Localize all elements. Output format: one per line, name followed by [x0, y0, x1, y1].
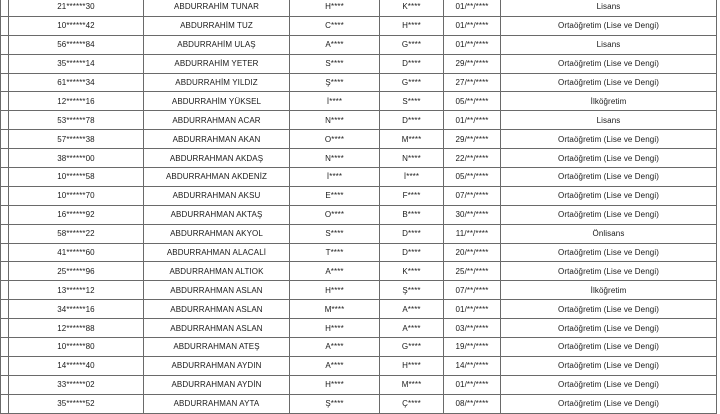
- mother-name-cell: B****: [380, 205, 444, 224]
- id-cell: 53******78: [9, 111, 144, 130]
- father-name-cell: A****: [290, 356, 380, 375]
- id-cell: 33******02: [9, 375, 144, 394]
- father-name-cell: H****: [290, 375, 380, 394]
- id-cell: 25******96: [9, 262, 144, 281]
- id-cell: 12******16: [9, 92, 144, 111]
- row-edge-cell: [1, 356, 9, 375]
- id-cell: 41******60: [9, 243, 144, 262]
- name-cell: ABDURRAHMAN AKSU: [144, 186, 290, 205]
- education-cell: Ortaöğretim (Lise ve Dengi): [501, 130, 717, 149]
- education-cell: İlköğretim: [501, 281, 717, 300]
- father-name-cell: A****: [290, 338, 380, 357]
- table-row: [1, 149, 717, 168]
- birth-date-cell: 07/**/****: [444, 281, 501, 300]
- name-cell: ABDURRAHMAN AYTA: [144, 394, 290, 413]
- education-cell: Ortaöğretim (Lise ve Dengi): [501, 168, 717, 187]
- birth-date-cell: 05/**/****: [444, 92, 501, 111]
- name-cell: ABDURRAHİM YETER: [144, 54, 290, 73]
- education-cell: Ortaöğretim (Lise ve Dengi): [501, 356, 717, 375]
- name-cell: ABDURRAHMAN AYDİN: [144, 375, 290, 394]
- father-name-cell: Ş****: [290, 73, 380, 92]
- name-cell: ABDURRAHİM TUNAR: [144, 0, 290, 16]
- education-cell: Ortaöğretim (Lise ve Dengi): [501, 300, 717, 319]
- table-row: [1, 394, 717, 413]
- father-name-cell: O****: [290, 130, 380, 149]
- mother-name-cell: K****: [380, 262, 444, 281]
- id-cell: 10******58: [9, 168, 144, 187]
- education-cell: Ortaöğretim (Lise ve Dengi): [501, 375, 717, 394]
- mother-name-cell: G****: [380, 338, 444, 357]
- mother-name-cell: M****: [380, 375, 444, 394]
- row-edge-cell: [1, 73, 9, 92]
- birth-date-cell: 01/**/****: [444, 35, 501, 54]
- birth-date-cell: 27/**/****: [444, 73, 501, 92]
- education-cell: Ortaöğretim (Lise ve Dengi): [501, 319, 717, 338]
- row-edge-cell: [1, 300, 9, 319]
- mother-name-cell: Ç****: [380, 394, 444, 413]
- row-edge-cell: [1, 319, 9, 338]
- table-row: [1, 338, 717, 357]
- education-cell: Ortaöğretim (Lise ve Dengi): [501, 394, 717, 413]
- row-edge-cell: [1, 186, 9, 205]
- name-cell: ABDURRAHİM YÜKSEL: [144, 92, 290, 111]
- row-edge-cell: [1, 130, 9, 149]
- birth-date-cell: 07/**/****: [444, 186, 501, 205]
- father-name-cell: A****: [290, 262, 380, 281]
- id-cell: 10******80: [9, 338, 144, 357]
- table-row: [1, 73, 717, 92]
- table-row: [1, 375, 717, 394]
- row-edge-cell: [1, 92, 9, 111]
- table-row: [1, 16, 717, 35]
- birth-date-cell: 30/**/****: [444, 205, 501, 224]
- row-edge-cell: [1, 224, 9, 243]
- row-edge-cell: [1, 205, 9, 224]
- birth-date-cell: 01/**/****: [444, 111, 501, 130]
- name-cell: ABDURRAHMAN AKDENİZ: [144, 168, 290, 187]
- father-name-cell: H****: [290, 0, 380, 16]
- mother-name-cell: H****: [380, 356, 444, 375]
- name-cell: ABDURRAHMAN AYDIN: [144, 356, 290, 375]
- name-cell: ABDURRAHMAN ASLAN: [144, 300, 290, 319]
- education-cell: Ortaöğretim (Lise ve Dengi): [501, 338, 717, 357]
- table-row: [1, 205, 717, 224]
- mother-name-cell: M****: [380, 130, 444, 149]
- education-cell: Ortaöğretim (Lise ve Dengi): [501, 205, 717, 224]
- mother-name-cell: D****: [380, 54, 444, 73]
- mother-name-cell: İ****: [380, 168, 444, 187]
- father-name-cell: H****: [290, 319, 380, 338]
- table-row: [1, 54, 717, 73]
- row-edge-cell: [1, 262, 9, 281]
- mother-name-cell: D****: [380, 243, 444, 262]
- father-name-cell: E****: [290, 186, 380, 205]
- name-cell: ABDURRAHMAN ALTIOK: [144, 262, 290, 281]
- table-row: [1, 300, 717, 319]
- row-edge-cell: [1, 111, 9, 130]
- table-row: [1, 0, 717, 16]
- name-cell: ABDURRAHİM ULAŞ: [144, 35, 290, 54]
- name-cell: ABDURRAHMAN ALACALİ: [144, 243, 290, 262]
- name-cell: ABDURRAHMAN AKDAŞ: [144, 149, 290, 168]
- father-name-cell: S****: [290, 224, 380, 243]
- row-edge-cell: [1, 0, 9, 16]
- name-cell: ABDURRAHMAN ATEŞ: [144, 338, 290, 357]
- id-cell: 57******38: [9, 130, 144, 149]
- father-name-cell: S****: [290, 54, 380, 73]
- mother-name-cell: N****: [380, 149, 444, 168]
- birth-date-cell: 20/**/****: [444, 243, 501, 262]
- mother-name-cell: A****: [380, 319, 444, 338]
- id-cell: 14******40: [9, 356, 144, 375]
- name-cell: ABDURRAHMAN ACAR: [144, 111, 290, 130]
- birth-date-cell: 01/**/****: [444, 0, 501, 16]
- education-cell: Lisans: [501, 35, 717, 54]
- birth-date-cell: 01/**/****: [444, 16, 501, 35]
- education-cell: Ortaöğretim (Lise ve Dengi): [501, 243, 717, 262]
- id-cell: 10******42: [9, 16, 144, 35]
- birth-date-cell: 01/**/****: [444, 300, 501, 319]
- birth-date-cell: 29/**/****: [444, 54, 501, 73]
- id-cell: 21******30: [9, 0, 144, 16]
- table-row: [1, 111, 717, 130]
- education-cell: İlköğretim: [501, 92, 717, 111]
- row-edge-cell: [1, 168, 9, 187]
- education-cell: Lisans: [501, 111, 717, 130]
- id-cell: 35******14: [9, 54, 144, 73]
- table-row: [1, 168, 717, 187]
- id-cell: 38******00: [9, 149, 144, 168]
- father-name-cell: Ş****: [290, 394, 380, 413]
- education-cell: Lisans: [501, 0, 717, 16]
- birth-date-cell: 14/**/****: [444, 356, 501, 375]
- records-table-body: [1, 0, 717, 413]
- father-name-cell: T****: [290, 243, 380, 262]
- father-name-cell: C****: [290, 16, 380, 35]
- name-cell: ABDURRAHMAN AKAN: [144, 130, 290, 149]
- education-cell: Ortaöğretim (Lise ve Dengi): [501, 262, 717, 281]
- table-row: [1, 356, 717, 375]
- birth-date-cell: 08/**/****: [444, 394, 501, 413]
- row-edge-cell: [1, 338, 9, 357]
- father-name-cell: M****: [290, 300, 380, 319]
- table-row: [1, 262, 717, 281]
- row-edge-cell: [1, 243, 9, 262]
- mother-name-cell: A****: [380, 300, 444, 319]
- birth-date-cell: 19/**/****: [444, 338, 501, 357]
- father-name-cell: N****: [290, 149, 380, 168]
- mother-name-cell: K****: [380, 0, 444, 16]
- name-cell: ABDURRAHİM TUZ: [144, 16, 290, 35]
- mother-name-cell: H****: [380, 16, 444, 35]
- father-name-cell: A****: [290, 35, 380, 54]
- row-edge-cell: [1, 281, 9, 300]
- name-cell: ABDURRAHMAN AKYOL: [144, 224, 290, 243]
- name-cell: ABDURRAHMAN AKTAŞ: [144, 205, 290, 224]
- education-cell: Ortaöğretim (Lise ve Dengi): [501, 73, 717, 92]
- table-row: [1, 243, 717, 262]
- mother-name-cell: F****: [380, 186, 444, 205]
- table-row: [1, 92, 717, 111]
- table-row: [1, 186, 717, 205]
- birth-date-cell: 05/**/****: [444, 168, 501, 187]
- father-name-cell: H****: [290, 281, 380, 300]
- id-cell: 12******88: [9, 319, 144, 338]
- id-cell: 61******34: [9, 73, 144, 92]
- education-cell: Önlisans: [501, 224, 717, 243]
- name-cell: ABDURRAHMAN ASLAN: [144, 281, 290, 300]
- mother-name-cell: D****: [380, 224, 444, 243]
- row-edge-cell: [1, 16, 9, 35]
- birth-date-cell: 22/**/****: [444, 149, 501, 168]
- father-name-cell: N****: [290, 111, 380, 130]
- birth-date-cell: 29/**/****: [444, 130, 501, 149]
- birth-date-cell: 01/**/****: [444, 375, 501, 394]
- mother-name-cell: G****: [380, 35, 444, 54]
- id-cell: 58******22: [9, 224, 144, 243]
- name-cell: ABDURRAHİM YILDIZ: [144, 73, 290, 92]
- table-row: [1, 130, 717, 149]
- birth-date-cell: 11/**/****: [444, 224, 501, 243]
- education-cell: Ortaöğretim (Lise ve Dengi): [501, 186, 717, 205]
- education-cell: Ortaöğretim (Lise ve Dengi): [501, 16, 717, 35]
- table-row: [1, 224, 717, 243]
- education-cell: Ortaöğretim (Lise ve Dengi): [501, 54, 717, 73]
- table-row: [1, 35, 717, 54]
- mother-name-cell: S****: [380, 92, 444, 111]
- row-edge-cell: [1, 35, 9, 54]
- education-cell: Ortaöğretim (Lise ve Dengi): [501, 149, 717, 168]
- name-cell: ABDURRAHMAN ASLAN: [144, 319, 290, 338]
- row-edge-cell: [1, 149, 9, 168]
- id-cell: 10******70: [9, 186, 144, 205]
- row-edge-cell: [1, 375, 9, 394]
- birth-date-cell: 25/**/****: [444, 262, 501, 281]
- father-name-cell: O****: [290, 205, 380, 224]
- row-edge-cell: [1, 54, 9, 73]
- row-edge-cell: [1, 394, 9, 413]
- birth-date-cell: 03/**/****: [444, 319, 501, 338]
- id-cell: 16******92: [9, 205, 144, 224]
- id-cell: 35******52: [9, 394, 144, 413]
- mother-name-cell: D****: [380, 111, 444, 130]
- mother-name-cell: G****: [380, 73, 444, 92]
- id-cell: 56******84: [9, 35, 144, 54]
- id-cell: 13******12: [9, 281, 144, 300]
- father-name-cell: İ****: [290, 168, 380, 187]
- mother-name-cell: Ş****: [380, 281, 444, 300]
- table-row: [1, 319, 717, 338]
- table-row: [1, 281, 717, 300]
- father-name-cell: İ****: [290, 92, 380, 111]
- id-cell: 34******16: [9, 300, 144, 319]
